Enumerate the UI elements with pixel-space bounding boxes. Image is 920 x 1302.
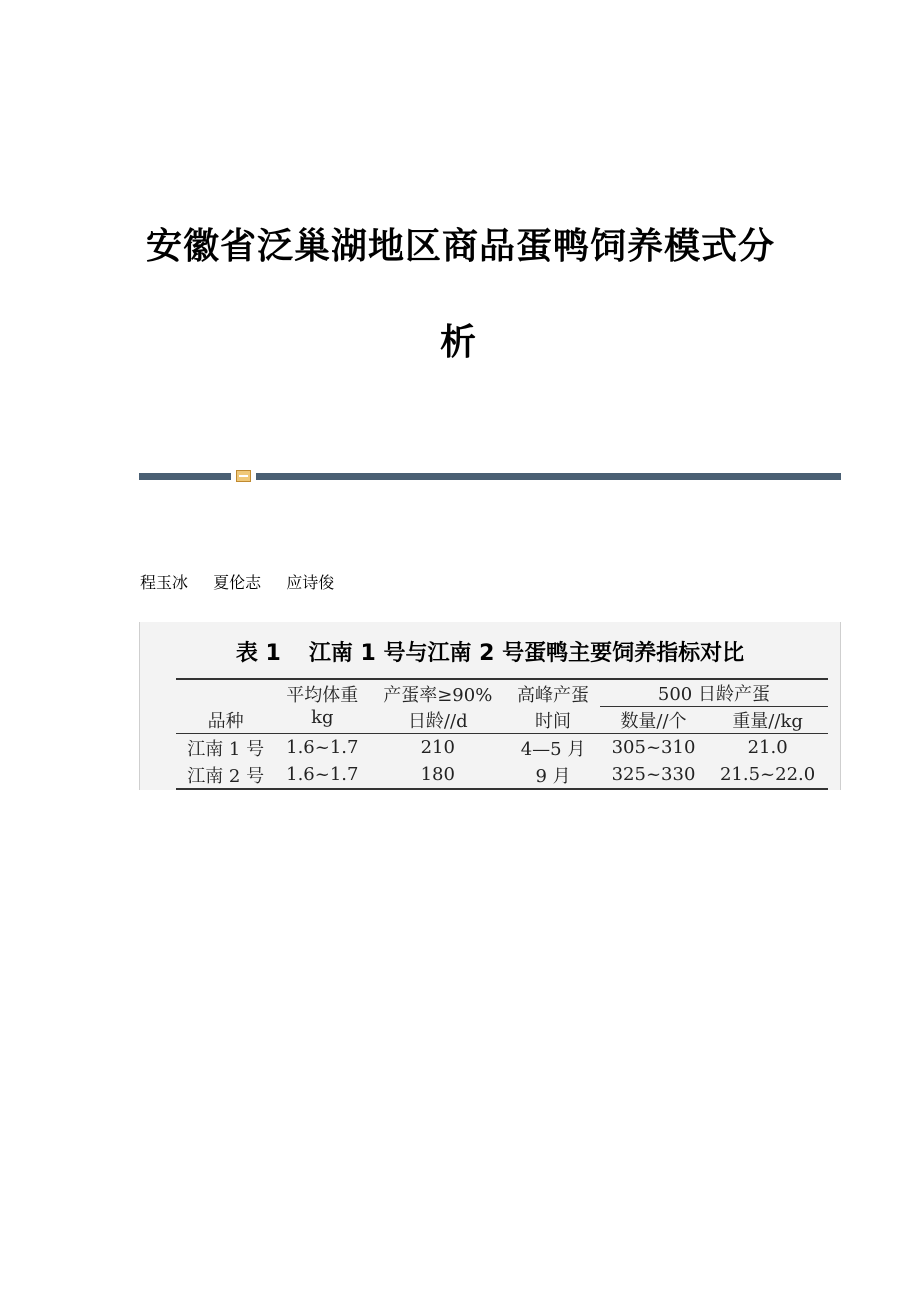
divider-bar-left	[139, 473, 231, 480]
table-caption-number: 表 1	[235, 641, 281, 666]
header-500-day-group: 500 日龄产蛋	[600, 679, 828, 707]
header-peak-top: 高峰产蛋	[506, 679, 600, 707]
table-row	[176, 761, 828, 789]
header-egg-weight: 重量//kg	[707, 707, 828, 734]
table-caption	[140, 636, 840, 667]
divider-bar-right	[256, 473, 841, 480]
feeding-indicators-table	[176, 678, 828, 790]
cell-egg-weight: 21.0	[747, 737, 788, 758]
cell-rate-days: 210	[420, 737, 455, 758]
document-title-line-2: 析	[440, 322, 477, 363]
decorative-divider	[139, 470, 841, 482]
cell-peak-time: 9 月	[506, 761, 600, 789]
cell-avg-weight: 1.6~1.7	[275, 761, 369, 789]
header-rate-unit: 日龄//d	[369, 707, 506, 734]
header-rate-top: 产蛋率≥90%	[369, 679, 506, 707]
cell-egg-count: 305~310	[611, 737, 696, 758]
header-avg-weight-unit: kg	[275, 707, 369, 734]
header-avg-weight-top: 平均体重	[275, 679, 369, 707]
author-name: 应诗俊	[286, 573, 335, 592]
cell-variety: 江南 1 号	[187, 738, 265, 760]
cell-variety: 江南 2 号	[176, 761, 275, 789]
table-row	[176, 734, 828, 762]
cell-rate-days: 180	[369, 761, 506, 789]
header-variety: 品种	[176, 679, 275, 734]
author-name: 夏伦志	[213, 573, 262, 592]
document-title-line-1: 安徽省泛巢湖地区商品蛋鸭饲养模式分	[146, 226, 776, 267]
cell-egg-weight: 21.5~22.0	[707, 761, 828, 789]
author-list	[140, 570, 354, 593]
table-caption-text: 江南 1 号与江南 2 号蛋鸭主要饲养指标对比	[308, 641, 745, 666]
table-figure	[139, 622, 841, 790]
header-egg-count: 数量//个	[600, 707, 707, 734]
cell-egg-count: 325~330	[600, 761, 707, 789]
cell-peak-time: 4—5 月	[520, 738, 586, 760]
cell-avg-weight: 1.6~1.7	[286, 737, 359, 758]
divider-emblem-icon	[236, 470, 251, 482]
author-name: 程玉冰	[140, 573, 189, 592]
header-peak-bottom: 时间	[506, 707, 600, 734]
